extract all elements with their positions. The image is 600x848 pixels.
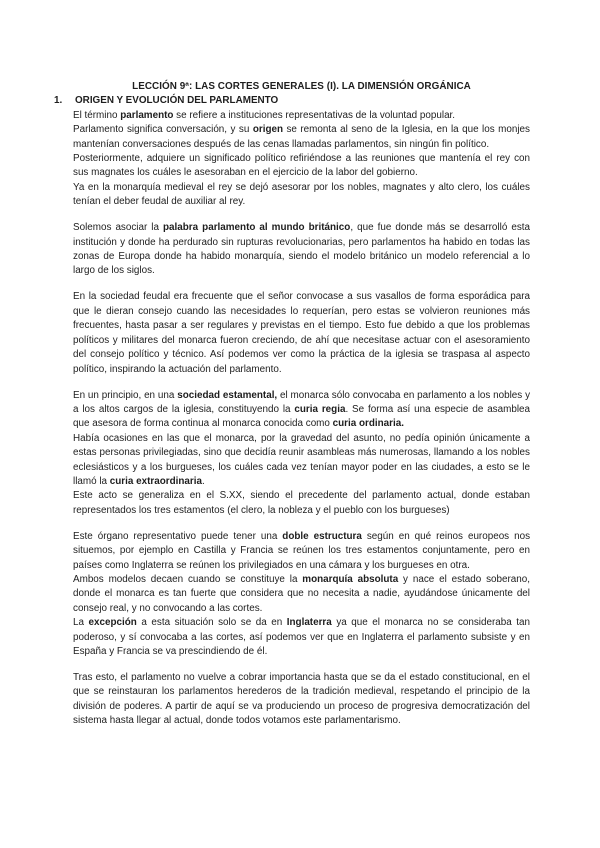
text-run: Este acto se generaliza en el S.XX, siendo el precedente del parlamento actual, donde estaban representados los tres estamentos (el clero, la nobleza y el pueblo con los burgueses) [73, 490, 530, 516]
paragraph [73, 389, 530, 432]
paragraph [73, 290, 530, 376]
paragraph [73, 573, 530, 616]
paragraph [73, 489, 530, 518]
paragraph-gap [73, 659, 530, 671]
text-run: Tras esto, el parlamento no vuelve a cobrar importancia hasta que se da el estado constitucional, en el que se reinstauran los parlamentos herederos de la tradición medieval, respetando el principio de la división de poderes. A partir de aquí se va produciendo un proceso de progresiva democratización del sistema hasta llegar al actual, donde todos votamos este parlamentarismo. [73, 672, 530, 727]
text-run: y nace el estado soberano, donde el monarca es tan fuerte que considera que no necesita a nadie, ayudándose únicamente del consejo real, y no convocando a las cortes. [73, 573, 531, 614]
paragraph [73, 530, 530, 573]
paragraph [73, 432, 530, 490]
text-run: Ya en la monarquía medieval el rey se dejó asesorar por los nobles, magnates y alto clero, los cuáles tenían el deber feudal de auxiliar al rey. [73, 181, 530, 208]
paragraph [73, 221, 530, 279]
section-heading [54, 94, 534, 108]
text-run: el monarca sólo convocaba en parlamento a los nobles y a los altos cargos de la iglesia, constituyendo la [73, 389, 531, 415]
bold-term: curia regia [294, 403, 346, 415]
text-run: En un principio, en una [73, 389, 178, 401]
bold-term: palabra parlamento al mundo británico [163, 222, 351, 234]
document-body [73, 109, 530, 729]
paragraph [73, 616, 530, 659]
text-run: Parlamento significa conversación, y su [73, 124, 253, 136]
paragraph-gap [73, 377, 530, 389]
text-run: En la sociedad feudal era frecuente que el señor convocase a sus vasallos de forma esporádica para que le dieran consejo cuando las necesidades lo requerían, pero estas se volvieron reuniones más frecuentes, hasta pasar a ser regulares y previstas en el tiempo. Esto fue debido a que los problemas políticos y militares del monarca fueron creciendo, de ahí que necesitase actuar con el asesoramiento del consejo político y técnico. Así podemos ver como la práctica de la iglesia se traspasa al aspecto político, inspirando la actuación del parlamento. [73, 291, 530, 375]
bold-term: origen [252, 124, 284, 136]
text-run: , que fue donde más se desarrolló esta institución y donde ha perdurado sin rupturas revolucionarias, pero parlamentos ha habido en todas las zonas de Europa donde ha habido monarquía, siendo el modelo británico un modelo referencial a lo largo de los siglos. [73, 222, 530, 277]
text-run: . Se forma así una especie de asamblea que asesora de forma continua al monarca conocida como [73, 403, 531, 430]
text-run: El término [73, 109, 121, 121]
bold-term: sociedad estamental, [177, 389, 278, 401]
text-run: según en qué reinos europeos nos situemos, por ejemplo en Castilla y Francia se reúnen los tres estamentos conjuntamente, pero en países como Inglaterra se reúnen los privilegiados en una cámara y los burgueses en otra. [73, 530, 531, 571]
bold-term: excepción [88, 617, 137, 629]
text-run: Había ocasiones en las que el monarca, por la gravedad del asunto, no pedía opinión únicamente a estas personas privilegiadas, sino que decidía reunir asambleas más numerosas, llamando a los nobles eclesiásticos y a los burgueses, los cuáles cada vez tenían mayor poder en las ciudades, a esto se le llamó la [73, 432, 530, 487]
bold-term: doble estructura [282, 530, 362, 542]
bold-term: parlamento [120, 109, 174, 121]
paragraph-gap [73, 279, 530, 291]
text-run: a esta situación solo se da en [136, 617, 287, 629]
text-run: ya que el monarca no se consideraba tan poderoso, y sí convocaba a las cortes, así podemos ver que en Inglaterra el parlamento subsiste y en España y Francia se va prescindiendo de él. [73, 617, 531, 657]
text-run: se refiere a instituciones representativas de la voluntad popular. [173, 109, 456, 121]
paragraph [73, 152, 530, 181]
bold-term: curia extraordinaria [109, 475, 202, 487]
paragraph [73, 109, 530, 123]
text-run: Ambos modelos decaen cuando se constituye la [73, 573, 303, 585]
text-run: Solemos asociar la [73, 222, 164, 234]
bold-term: Inglaterra [286, 617, 332, 629]
section-number: 1. [54, 95, 63, 107]
text-run: La [73, 617, 89, 629]
text-run: Este órgano representativo puede tener una [73, 530, 283, 542]
text-run: Posteriormente, adquiere un significado político refiriéndose a las reuniones que mantenía el rey con sus magnates los cuáles le asesoraban en el ejercicio de la labor del gobierno. [73, 153, 530, 179]
paragraph [73, 181, 530, 210]
paragraph-gap [73, 518, 530, 530]
paragraph [73, 123, 530, 152]
text-run: se remonta al seno de la Iglesia, en la que los monjes mantenían conversaciones después de las cenas llamadas parlamentos, sin ningún fin político. [73, 124, 530, 150]
bold-term: monarquía absoluta [302, 573, 399, 585]
paragraph [73, 671, 530, 729]
section-heading-text: ORIGEN Y EVOLUCIÓN DEL PARLAMENTO [75, 95, 279, 107]
text-run: . [202, 475, 205, 487]
bold-term: curia ordinaria. [332, 418, 404, 430]
lesson-title: LECCIÓN 9ª: LAS CORTES GENERALES (I). LA DIMENSIÓN ORGÁNICA [132, 81, 471, 92]
paragraph-gap [73, 210, 530, 222]
